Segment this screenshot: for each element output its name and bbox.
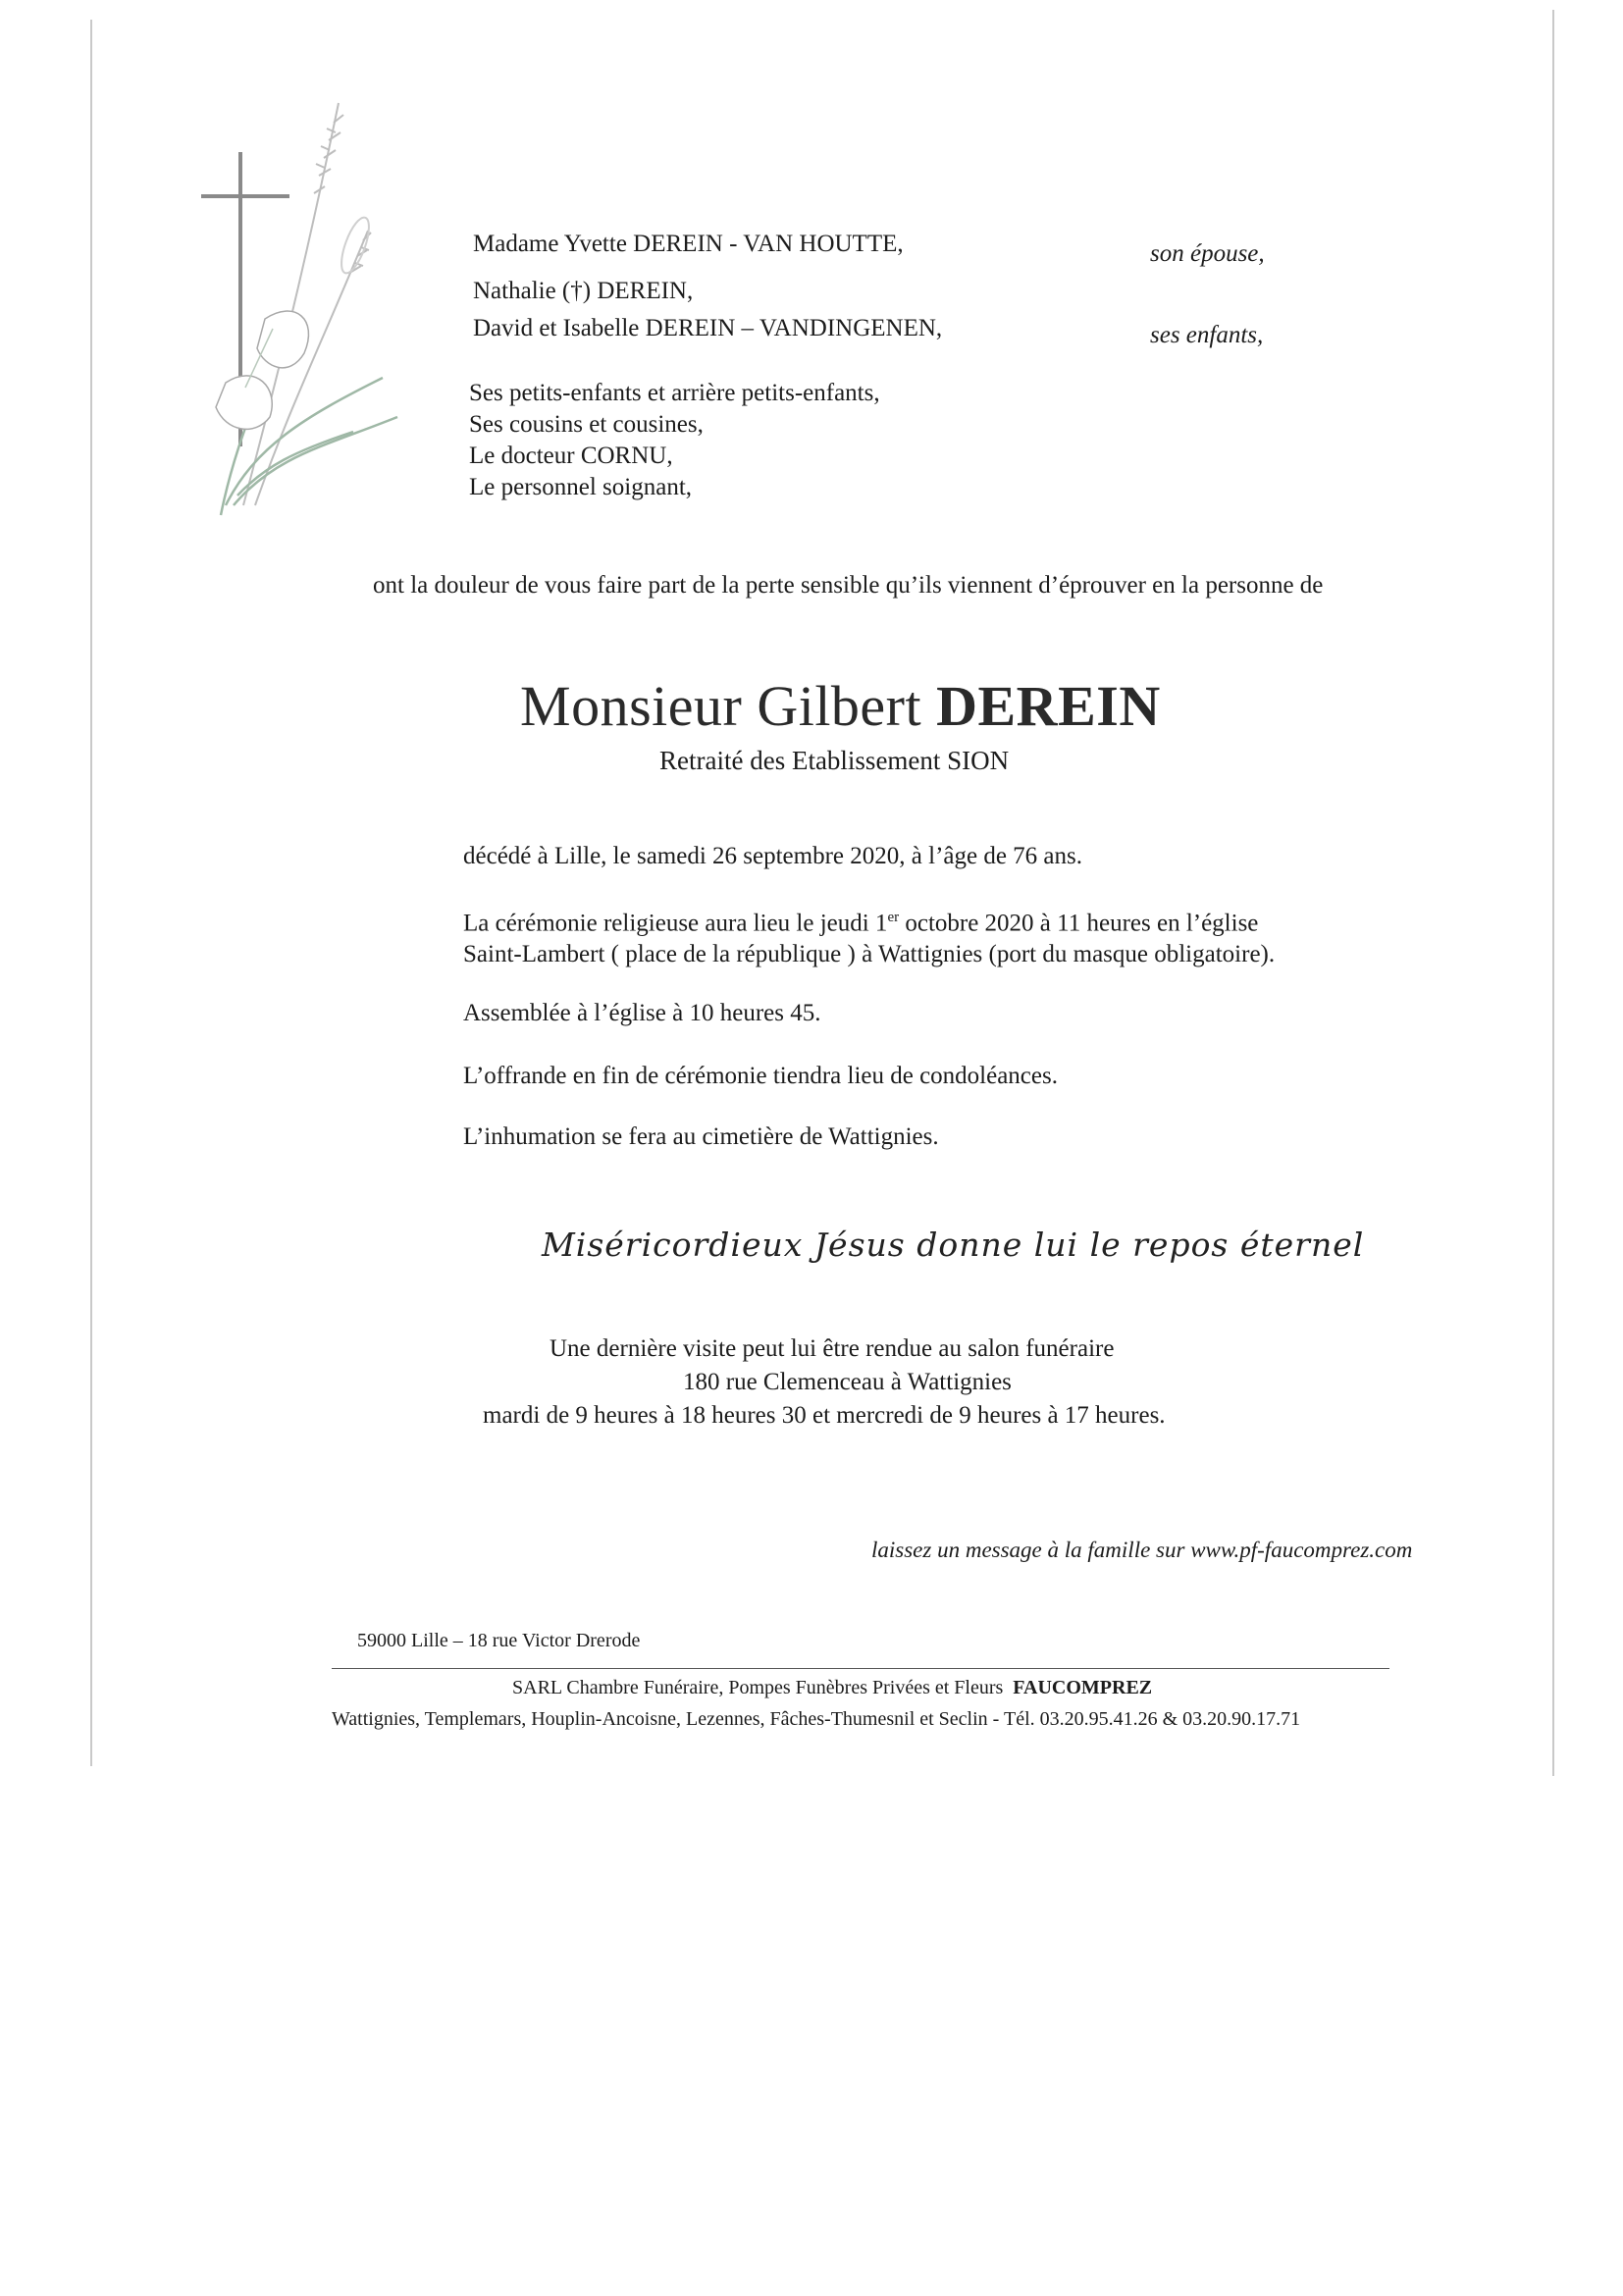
- role-children: ses enfants,: [1150, 322, 1264, 348]
- cross-lily-illustration: [186, 93, 412, 535]
- announcement-text: ont la douleur de vous faire part de la perte sensible qu’ils viennent d’éprouver en la personne de: [373, 572, 1324, 599]
- family-line-daughter: Nathalie (†) DEREIN,: [473, 278, 694, 304]
- deceased-occupation: Retraité des Etablissement SION: [659, 746, 1010, 775]
- family-line-son: David et Isabelle DEREIN – VANDINGENEN,: [473, 315, 943, 341]
- death-details: décédé à Lille, le samedi 26 septembre 2020, à l’âge de 76 ans.: [463, 843, 1083, 869]
- footer-brand: FAUCOMPREZ: [1013, 1677, 1153, 1698]
- footer-company: SARL Chambre Funéraire, Pompes Funèbres Privées et Fleurs FAUCOMPREZ: [512, 1677, 1153, 1698]
- family-line-wife: Madame Yvette DEREIN - VAN HOUTTE,: [473, 231, 904, 257]
- assembly-details: Assemblée à l’église à 10 heures 45.: [463, 1000, 821, 1026]
- visit-line-1: Une dernière visite peut lui être rendue au salon funéraire: [550, 1335, 1115, 1362]
- deceased-surname: DEREIN: [936, 674, 1161, 738]
- deceased-title: Monsieur Gilbert: [520, 674, 922, 738]
- ceremony-line-1: La cérémonie religieuse aura lieu le jeudi 1er octobre 2020 à 11 heures en l’église: [463, 910, 1259, 937]
- footer-rule: [332, 1668, 1389, 1669]
- page-edge-left: [90, 20, 92, 1766]
- visit-line-3: mardi de 9 heures à 18 heures 30 et mercredi de 9 heures à 17 heures.: [483, 1402, 1166, 1429]
- family-others-1: Ses petits-enfants et arrière petits-enfants,: [469, 380, 880, 406]
- family-others-4: Le personnel soignant,: [469, 474, 693, 500]
- offering-details: L’offrande en fin de cérémonie tiendra lieu de condoléances.: [463, 1063, 1058, 1089]
- visit-line-2: 180 rue Clemenceau à Wattignies: [683, 1369, 1012, 1395]
- prayer-text: Miséricordieux Jésus donne lui le repos éternel: [542, 1226, 1365, 1264]
- footer-address: 59000 Lille – 18 rue Victor Drerode: [357, 1630, 641, 1651]
- message-link[interactable]: laissez un message à la famille sur www.pf-faucomprez.com: [871, 1538, 1413, 1562]
- page-edge-right: [1552, 10, 1554, 1776]
- family-others-2: Ses cousins et cousines,: [469, 411, 704, 438]
- ceremony-line-2: Saint-Lambert ( place de la république ) à Wattignies (port du masque obligatoire).: [463, 941, 1276, 967]
- role-wife: son épouse,: [1150, 240, 1265, 267]
- deceased-name: [520, 675, 1161, 738]
- wheat-stalks: [243, 103, 375, 505]
- footer-locations: Wattignies, Templemars, Houplin-Ancoisne, Lezennes, Fâches-Thumesnil et Seclin - Tél. 03.20.95.41.26 & 03.20.90.17.71: [332, 1708, 1301, 1730]
- burial-details: L’inhumation se fera au cimetière de Wattignies.: [463, 1123, 939, 1150]
- lily-flowers: [216, 311, 308, 429]
- family-others-3: Le docteur CORNU,: [469, 443, 673, 469]
